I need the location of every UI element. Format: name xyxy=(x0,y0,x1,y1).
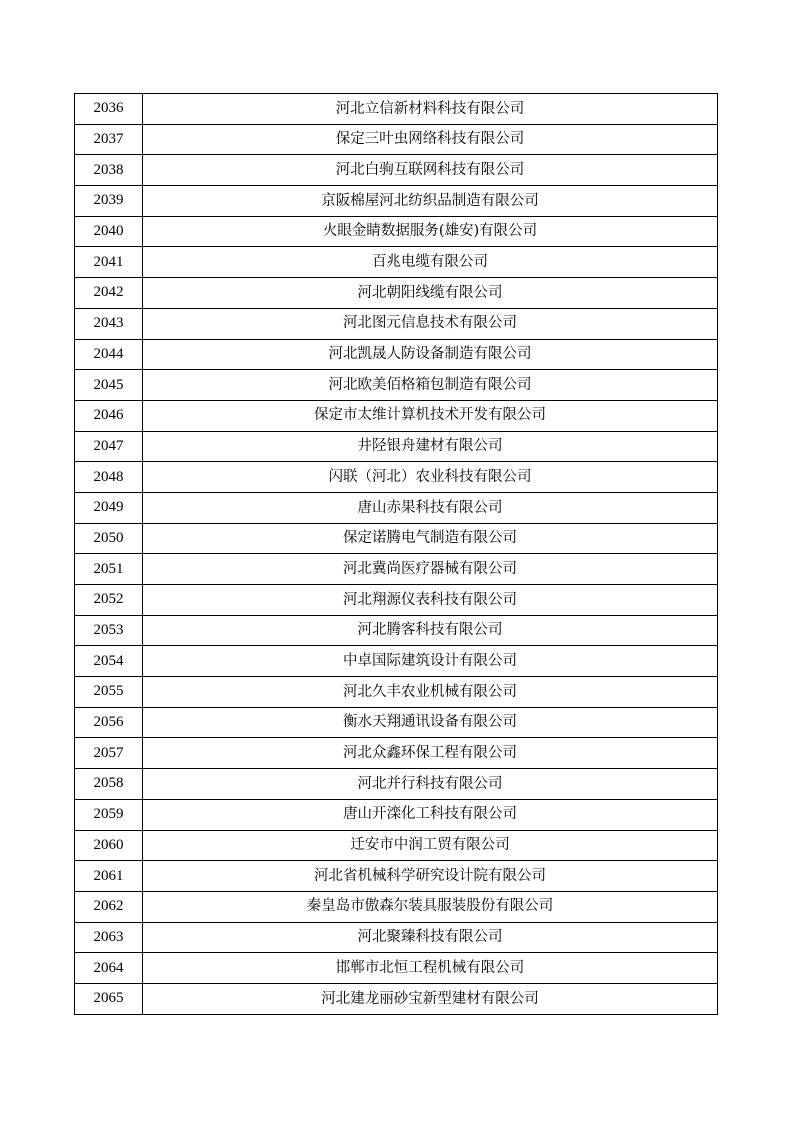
row-number: 2048 xyxy=(75,462,143,493)
row-number: 2057 xyxy=(75,738,143,769)
row-number: 2061 xyxy=(75,861,143,892)
table-row xyxy=(75,155,718,186)
table-row xyxy=(75,830,718,861)
table-row xyxy=(75,94,718,125)
row-number: 2060 xyxy=(75,830,143,861)
row-number: 2055 xyxy=(75,677,143,708)
table-row xyxy=(75,554,718,585)
table-row xyxy=(75,953,718,984)
table-row xyxy=(75,615,718,646)
company-name: 百兆电缆有限公司 xyxy=(143,247,718,278)
table-row xyxy=(75,370,718,401)
row-number: 2042 xyxy=(75,278,143,309)
row-number: 2038 xyxy=(75,155,143,186)
company-name: 京阪棉屋河北纺织品制造有限公司 xyxy=(143,186,718,217)
company-list-body xyxy=(75,94,718,1015)
table-row xyxy=(75,308,718,339)
table-row xyxy=(75,339,718,370)
row-number: 2046 xyxy=(75,400,143,431)
row-number: 2047 xyxy=(75,431,143,462)
row-number: 2063 xyxy=(75,922,143,953)
table-row xyxy=(75,431,718,462)
row-number: 2054 xyxy=(75,646,143,677)
company-name: 保定市太维计算机技术开发有限公司 xyxy=(143,400,718,431)
table-row xyxy=(75,983,718,1014)
table-row xyxy=(75,799,718,830)
company-list-table xyxy=(74,93,718,1015)
table-row xyxy=(75,646,718,677)
company-name: 迁安市中润工贸有限公司 xyxy=(143,830,718,861)
company-name: 河北翔源仪表科技有限公司 xyxy=(143,585,718,616)
row-number: 2049 xyxy=(75,492,143,523)
company-name: 中卓国际建筑设计有限公司 xyxy=(143,646,718,677)
row-number: 2044 xyxy=(75,339,143,370)
company-name: 河北建龙丽砂宝新型建材有限公司 xyxy=(143,983,718,1014)
row-number: 2062 xyxy=(75,891,143,922)
row-number: 2065 xyxy=(75,983,143,1014)
company-name: 河北图元信息技术有限公司 xyxy=(143,308,718,339)
company-name: 唐山开滦化工科技有限公司 xyxy=(143,799,718,830)
row-number: 2041 xyxy=(75,247,143,278)
row-number: 2040 xyxy=(75,216,143,247)
company-name: 河北省机械科学研究设计院有限公司 xyxy=(143,861,718,892)
table-row xyxy=(75,124,718,155)
company-name: 衡水天翔通讯设备有限公司 xyxy=(143,707,718,738)
row-number: 2045 xyxy=(75,370,143,401)
company-name: 河北立信新材料科技有限公司 xyxy=(143,94,718,125)
company-name: 保定诺腾电气制造有限公司 xyxy=(143,523,718,554)
row-number: 2051 xyxy=(75,554,143,585)
table-row xyxy=(75,400,718,431)
table-row xyxy=(75,861,718,892)
company-name: 火眼金睛数据服务(雄安)有限公司 xyxy=(143,216,718,247)
company-name: 河北凯晟人防设备制造有限公司 xyxy=(143,339,718,370)
row-number: 2058 xyxy=(75,769,143,800)
row-number: 2050 xyxy=(75,523,143,554)
company-name: 邯郸市北恒工程机械有限公司 xyxy=(143,953,718,984)
table-row xyxy=(75,922,718,953)
row-number: 2056 xyxy=(75,707,143,738)
row-number: 2053 xyxy=(75,615,143,646)
company-name: 井陉银舟建材有限公司 xyxy=(143,431,718,462)
company-name: 保定三叶虫网络科技有限公司 xyxy=(143,124,718,155)
table-row xyxy=(75,247,718,278)
table-row xyxy=(75,462,718,493)
table-row xyxy=(75,585,718,616)
company-name: 秦皇岛市傲森尔装具服装股份有限公司 xyxy=(143,891,718,922)
row-number: 2059 xyxy=(75,799,143,830)
row-number: 2043 xyxy=(75,308,143,339)
company-name: 河北冀尚医疗器械有限公司 xyxy=(143,554,718,585)
row-number: 2036 xyxy=(75,94,143,125)
table-row xyxy=(75,677,718,708)
table-row xyxy=(75,738,718,769)
table-row xyxy=(75,186,718,217)
table-row xyxy=(75,769,718,800)
row-number: 2064 xyxy=(75,953,143,984)
company-name: 河北并行科技有限公司 xyxy=(143,769,718,800)
company-name: 唐山赤果科技有限公司 xyxy=(143,492,718,523)
table-row xyxy=(75,216,718,247)
row-number: 2052 xyxy=(75,585,143,616)
table-row xyxy=(75,523,718,554)
table-row xyxy=(75,891,718,922)
company-name: 河北众鑫环保工程有限公司 xyxy=(143,738,718,769)
company-name: 河北白驹互联网科技有限公司 xyxy=(143,155,718,186)
company-name: 河北欧美佰格箱包制造有限公司 xyxy=(143,370,718,401)
company-name: 河北聚臻科技有限公司 xyxy=(143,922,718,953)
company-name: 河北久丰农业机械有限公司 xyxy=(143,677,718,708)
table-row xyxy=(75,707,718,738)
row-number: 2037 xyxy=(75,124,143,155)
company-name: 河北腾客科技有限公司 xyxy=(143,615,718,646)
row-number: 2039 xyxy=(75,186,143,217)
company-name: 闪联（河北）农业科技有限公司 xyxy=(143,462,718,493)
table-row xyxy=(75,492,718,523)
table-row xyxy=(75,278,718,309)
company-name: 河北朝阳线缆有限公司 xyxy=(143,278,718,309)
